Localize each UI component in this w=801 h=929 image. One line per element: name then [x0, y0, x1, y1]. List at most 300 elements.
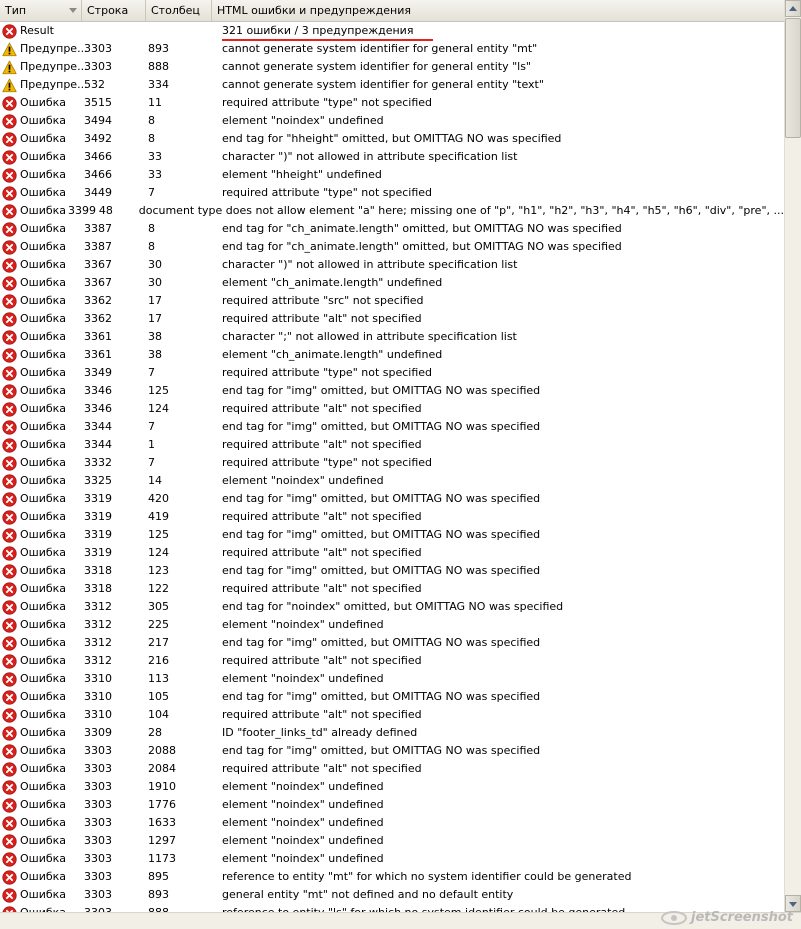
message-cell: end tag for "ch_animate.length" omitted, but OMITTAG NO was specified: [222, 222, 622, 235]
list-item[interactable]: [0, 166, 784, 184]
message-cell: element "ch_animate.length" undefined: [222, 348, 443, 361]
type-cell: [0, 346, 82, 364]
type-label: Предупре...: [20, 78, 88, 91]
column-cell: 33: [148, 168, 162, 181]
type-label: Ошибка: [20, 348, 67, 361]
line-cell: 3303: [84, 834, 112, 847]
column-cell: 38: [148, 330, 162, 343]
scroll-thumb[interactable]: [785, 18, 801, 138]
type-label: Ошибка: [20, 888, 67, 901]
column-cell: 14: [148, 474, 162, 487]
message-cell: element "noindex" undefined: [222, 816, 384, 829]
column-message-header[interactable]: [212, 0, 784, 21]
line-cell: 3318: [84, 564, 112, 577]
type-cell: [0, 526, 82, 544]
list-item[interactable]: [0, 580, 784, 598]
message-cell: character ")" not allowed in attribute specification list: [222, 150, 518, 163]
error-icon: [2, 708, 17, 723]
error-icon: [2, 654, 17, 669]
list-item[interactable]: [0, 364, 784, 382]
scroll-up-button[interactable]: [785, 0, 801, 17]
type-cell: [0, 148, 82, 166]
list-item[interactable]: [0, 112, 784, 130]
vertical-scrollbar[interactable]: [784, 0, 801, 912]
error-icon: [2, 852, 17, 867]
type-cell: [0, 634, 82, 652]
column-row-header[interactable]: [82, 0, 146, 21]
warning-icon: [2, 60, 17, 75]
type-cell: [0, 364, 82, 382]
line-cell: 3325: [84, 474, 112, 487]
column-cell: 225: [148, 618, 169, 631]
message-cell: end tag for "img" omitted, but OMITTAG NO was specified: [222, 564, 541, 577]
message-cell: end tag for "img" omitted, but OMITTAG NO was specified: [222, 690, 541, 703]
error-icon: [2, 330, 17, 345]
line-cell: 3346: [84, 384, 112, 397]
line-cell: 3312: [84, 654, 112, 667]
type-label: Ошибка: [20, 654, 67, 667]
type-cell: [0, 130, 82, 148]
line-cell: 3492: [84, 132, 112, 145]
message-cell: required attribute "type" not specified: [222, 366, 433, 379]
error-icon: [2, 96, 17, 111]
type-label: Ошибка: [20, 672, 67, 685]
line-cell: 3303: [84, 42, 112, 55]
message-cell: cannot generate system identifier for general entity "text": [222, 78, 544, 91]
list-item[interactable]: [0, 706, 784, 724]
message-cell: end tag for "img" omitted, but OMITTAG NO was specified: [222, 492, 541, 505]
summary-message-cell: [212, 22, 784, 40]
list-item[interactable]: [0, 688, 784, 706]
list-item[interactable]: [0, 220, 784, 238]
message-cell: end tag for "ch_animate.length" omitted, but OMITTAG NO was specified: [222, 240, 622, 253]
warning-icon: [2, 42, 17, 57]
summary-col-cell: [146, 22, 212, 40]
list-item[interactable]: [0, 724, 784, 742]
error-icon: [2, 726, 17, 741]
type-cell: [0, 292, 82, 310]
error-icon: [2, 744, 17, 759]
column-cell: 8: [148, 222, 155, 235]
line-cell: 3303: [84, 780, 112, 793]
message-cell: end tag for "img" omitted, but OMITTAG NO was specified: [222, 528, 541, 541]
list-item[interactable]: [0, 814, 784, 832]
list-item[interactable]: [0, 346, 784, 364]
line-cell: 3387: [84, 240, 112, 253]
line-cell: 3349: [84, 366, 112, 379]
column-col-label: Столбец: [151, 4, 200, 17]
type-cell: [0, 238, 82, 256]
type-cell: [0, 742, 82, 760]
column-cell: 122: [148, 582, 169, 595]
list-item[interactable]: [0, 760, 784, 778]
line-cell: 3303: [84, 744, 112, 757]
type-label: Ошибка: [20, 456, 67, 469]
message-cell: end tag for "noindex" omitted, but OMITTAG NO was specified: [222, 600, 564, 613]
column-cell: 2084: [148, 762, 176, 775]
column-cell: 124: [148, 546, 169, 559]
list-item[interactable]: [0, 310, 784, 328]
error-icon: [2, 618, 17, 633]
type-cell: [0, 850, 82, 868]
list-item[interactable]: [0, 382, 784, 400]
chevron-up-icon: [789, 6, 797, 11]
error-icon: [2, 294, 17, 309]
column-cell: 105: [148, 690, 169, 703]
type-cell: [0, 832, 82, 850]
list-item[interactable]: [0, 130, 784, 148]
line-cell: 3309: [84, 726, 112, 739]
type-label: Ошибка: [20, 816, 67, 829]
type-cell: [0, 490, 82, 508]
column-cell: 30: [148, 258, 162, 271]
line-cell: 532: [84, 78, 105, 91]
type-label: Ошибка: [20, 168, 67, 181]
message-cell: document type does not allow element "a" here; missing one of "p", "h1", "h2", "h3", "h4", "h5", "h6", "div", "pre", ...: [138, 204, 784, 217]
column-cell: 125: [148, 384, 169, 397]
column-cell: 1633: [148, 816, 176, 829]
message-cell: cannot generate system identifier for general entity "mt": [222, 42, 538, 55]
column-cell: 305: [148, 600, 169, 613]
column-cell: 419: [148, 510, 169, 523]
results-list[interactable]: [0, 22, 784, 915]
line-cell: 3303: [84, 798, 112, 811]
type-label: Ошибка: [20, 132, 67, 145]
error-icon: [2, 492, 17, 507]
line-cell: 3312: [84, 618, 112, 631]
error-icon: [2, 456, 17, 471]
type-label: Ошибка: [20, 258, 67, 271]
column-type-label: Тип: [5, 4, 27, 17]
type-cell: [0, 796, 82, 814]
column-cell: 30: [148, 276, 162, 289]
column-message-label: HTML ошибки и предупреждения: [217, 4, 412, 17]
line-cell: 3344: [84, 420, 112, 433]
error-icon: [2, 204, 17, 219]
column-cell: 17: [148, 312, 162, 325]
column-cell: 888: [148, 60, 169, 73]
list-item[interactable]: [0, 778, 784, 796]
type-cell: [0, 562, 82, 580]
list-item[interactable]: [0, 634, 784, 652]
type-label: Ошибка: [20, 402, 67, 415]
list-item[interactable]: [0, 832, 784, 850]
type-cell: [0, 868, 82, 886]
line-cell: 3361: [84, 330, 112, 343]
error-icon: [2, 474, 17, 489]
type-cell: [0, 598, 82, 616]
type-label: Ошибка: [20, 474, 67, 487]
list-item[interactable]: [0, 526, 784, 544]
column-cell: 1: [148, 438, 155, 451]
type-label: Ошибка: [20, 582, 67, 595]
column-col-header[interactable]: [146, 0, 212, 21]
type-cell: [0, 274, 82, 292]
line-cell: 3303: [84, 852, 112, 865]
list-item[interactable]: [0, 472, 784, 490]
list-item[interactable]: [0, 418, 784, 436]
type-cell: [0, 94, 82, 112]
type-cell: [0, 670, 82, 688]
type-label: Предупре...: [20, 60, 88, 73]
line-cell: 3310: [84, 672, 112, 685]
type-cell: [0, 472, 82, 490]
column-cell: 104: [148, 708, 169, 721]
error-icon: [2, 672, 17, 687]
line-cell: 3367: [84, 276, 112, 289]
watermark: [661, 910, 793, 925]
error-icon: [2, 546, 17, 561]
type-label: Ошибка: [20, 276, 67, 289]
type-label: Ошибка: [20, 384, 67, 397]
error-icon: [2, 402, 17, 417]
message-cell: element "noindex" undefined: [222, 834, 384, 847]
list-item[interactable]: [0, 202, 784, 220]
type-label: Предупре...: [20, 42, 88, 55]
column-cell: 8: [148, 114, 155, 127]
list-item[interactable]: [0, 292, 784, 310]
type-cell: [0, 580, 82, 598]
list-item[interactable]: [0, 742, 784, 760]
list-item[interactable]: [0, 652, 784, 670]
type-label: Ошибка: [20, 690, 67, 703]
type-label: Ошибка: [20, 114, 67, 127]
type-cell: [0, 76, 88, 94]
column-cell: 8: [148, 240, 155, 253]
column-row-label: Строка: [87, 4, 129, 17]
line-cell: 3466: [84, 168, 112, 181]
column-cell: 123: [148, 564, 169, 577]
type-cell: [0, 202, 66, 220]
error-icon: [2, 762, 17, 777]
type-label: Ошибка: [20, 618, 67, 631]
error-icon: [2, 870, 17, 885]
message-cell: required attribute "alt" not specified: [222, 654, 422, 667]
type-cell: [0, 58, 88, 76]
column-cell: 48: [98, 204, 113, 217]
type-cell: [0, 616, 82, 634]
list-item[interactable]: [0, 796, 784, 814]
type-label: Ошибка: [20, 366, 67, 379]
chevron-down-icon: [789, 902, 797, 907]
column-cell: 8: [148, 132, 155, 145]
error-icon: [2, 636, 17, 651]
type-cell: [0, 688, 82, 706]
line-cell: 3312: [84, 636, 112, 649]
type-label: Ошибка: [20, 222, 67, 235]
line-cell: 3387: [84, 222, 112, 235]
list-item[interactable]: [0, 400, 784, 418]
type-cell: [0, 166, 82, 184]
summary-row-cell: [82, 22, 146, 40]
list-item[interactable]: [0, 670, 784, 688]
type-label: Ошибка: [20, 510, 67, 523]
error-icon: [2, 420, 17, 435]
column-cell: 125: [148, 528, 169, 541]
type-cell: [0, 706, 82, 724]
type-label: Ошибка: [20, 96, 67, 109]
line-cell: 3319: [84, 546, 112, 559]
column-cell: 38: [148, 348, 162, 361]
type-cell: [0, 454, 82, 472]
type-label: Ошибка: [20, 708, 67, 721]
list-item[interactable]: [0, 544, 784, 562]
warning-icon: [2, 78, 17, 93]
column-cell: 895: [148, 870, 169, 883]
line-cell: 3346: [84, 402, 112, 415]
error-icon: [2, 582, 17, 597]
type-cell: [0, 778, 82, 796]
line-cell: 3466: [84, 150, 112, 163]
type-label: Ошибка: [20, 312, 67, 325]
error-icon: [2, 528, 17, 543]
column-cell: 1910: [148, 780, 176, 793]
list-item[interactable]: [0, 94, 784, 112]
watermark-text: jetScreenshot: [691, 910, 793, 925]
message-cell: ID "footer_links_td" already defined: [222, 726, 418, 739]
error-icon: [2, 276, 17, 291]
list-item[interactable]: [0, 328, 784, 346]
line-cell: 3362: [84, 312, 112, 325]
type-label: Ошибка: [20, 186, 67, 199]
message-cell: element "noindex" undefined: [222, 780, 384, 793]
line-cell: 3361: [84, 348, 112, 361]
list-item[interactable]: [0, 868, 784, 886]
type-cell: [0, 220, 82, 238]
message-cell: required attribute "alt" not specified: [222, 582, 422, 595]
message-cell: required attribute "alt" not specified: [222, 708, 422, 721]
type-label: Ошибка: [20, 294, 67, 307]
list-item[interactable]: [0, 886, 784, 904]
eye-icon: [661, 911, 687, 925]
column-cell: 33: [148, 150, 162, 163]
type-cell: [0, 40, 88, 58]
error-icon: [2, 366, 17, 381]
column-type-header[interactable]: [0, 0, 82, 21]
type-cell: [0, 382, 82, 400]
message-cell: end tag for "img" omitted, but OMITTAG NO was specified: [222, 744, 541, 757]
summary-type-cell: [0, 22, 82, 40]
line-cell: 3367: [84, 258, 112, 271]
list-item[interactable]: [0, 454, 784, 472]
line-cell: 3362: [84, 294, 112, 307]
summary-label: Result: [20, 24, 54, 37]
type-cell: [0, 310, 82, 328]
list-item[interactable]: [0, 490, 784, 508]
line-cell: 3312: [84, 600, 112, 613]
error-icon: [2, 690, 17, 705]
message-cell: required attribute "alt" not specified: [222, 546, 422, 559]
column-cell: 334: [148, 78, 169, 91]
type-cell: [0, 328, 82, 346]
message-cell: element "noindex" undefined: [222, 798, 384, 811]
message-cell: required attribute "alt" not specified: [222, 312, 422, 325]
list-item[interactable]: [0, 598, 784, 616]
error-icon: [2, 564, 17, 579]
type-label: Ошибка: [20, 528, 67, 541]
list-item[interactable]: [0, 238, 784, 256]
type-cell: [0, 400, 82, 418]
column-cell: 7: [148, 366, 155, 379]
column-cell: 7: [148, 420, 155, 433]
column-cell: 217: [148, 636, 169, 649]
type-label: Ошибка: [20, 798, 67, 811]
type-cell: [0, 112, 82, 130]
error-icon: [2, 186, 17, 201]
type-label: Ошибка: [20, 780, 67, 793]
line-cell: 3303: [84, 762, 112, 775]
message-cell: reference to entity "mt" for which no system identifier could be generated: [222, 870, 632, 883]
column-cell: 28: [148, 726, 162, 739]
list-item[interactable]: [0, 616, 784, 634]
type-label: Ошибка: [20, 852, 67, 865]
message-cell: character ")" not allowed in attribute specification list: [222, 258, 518, 271]
message-cell: required attribute "type" not specified: [222, 456, 433, 469]
type-cell: [0, 544, 82, 562]
list-item[interactable]: [0, 274, 784, 292]
list-item[interactable]: [0, 40, 784, 58]
list-item[interactable]: [0, 76, 784, 94]
column-cell: 1173: [148, 852, 176, 865]
type-label: Ошибка: [20, 726, 67, 739]
message-cell: element "noindex" undefined: [222, 114, 384, 127]
line-cell: 3303: [84, 60, 112, 73]
message-cell: element "noindex" undefined: [222, 474, 384, 487]
message-cell: required attribute "alt" not specified: [222, 402, 422, 415]
type-label: Ошибка: [20, 240, 67, 253]
list-item[interactable]: [0, 184, 784, 202]
type-label: Ошибка: [20, 204, 67, 217]
list-item[interactable]: [0, 436, 784, 454]
message-cell: required attribute "src" not specified: [222, 294, 424, 307]
list-item[interactable]: [0, 850, 784, 868]
message-cell: end tag for "hheight" omitted, but OMITTAG NO was specified: [222, 132, 562, 145]
column-cell: 1776: [148, 798, 176, 811]
error-icon: [2, 258, 17, 273]
type-cell: [0, 508, 82, 526]
column-cell: 893: [148, 42, 169, 55]
type-label: Ошибка: [20, 564, 67, 577]
message-cell: cannot generate system identifier for general entity "ls": [222, 60, 531, 73]
line-cell: 3449: [84, 186, 112, 199]
type-label: Ошибка: [20, 762, 67, 775]
message-cell: required attribute "type" not specified: [222, 96, 433, 109]
column-cell: 17: [148, 294, 162, 307]
line-cell: 3494: [84, 114, 112, 127]
error-icon: [2, 438, 17, 453]
type-cell: [0, 724, 82, 742]
list-item[interactable]: [0, 58, 784, 76]
message-cell: required attribute "alt" not specified: [222, 762, 422, 775]
list-item[interactable]: [0, 508, 784, 526]
type-label: Ошибка: [20, 600, 67, 613]
list-item[interactable]: [0, 256, 784, 274]
column-cell: 113: [148, 672, 169, 685]
line-cell: 3310: [84, 690, 112, 703]
type-cell: [0, 184, 82, 202]
list-item[interactable]: [0, 148, 784, 166]
column-cell: 420: [148, 492, 169, 505]
error-icon: [2, 816, 17, 831]
message-cell: end tag for "img" omitted, but OMITTAG NO was specified: [222, 384, 541, 397]
message-cell: end tag for "img" omitted, but OMITTAG NO was specified: [222, 420, 541, 433]
list-item[interactable]: [0, 562, 784, 580]
summary-row[interactable]: [0, 22, 784, 40]
type-cell: [0, 436, 82, 454]
type-label: Ошибка: [20, 330, 67, 343]
line-cell: 3332: [84, 456, 112, 469]
error-icon: [2, 312, 17, 327]
